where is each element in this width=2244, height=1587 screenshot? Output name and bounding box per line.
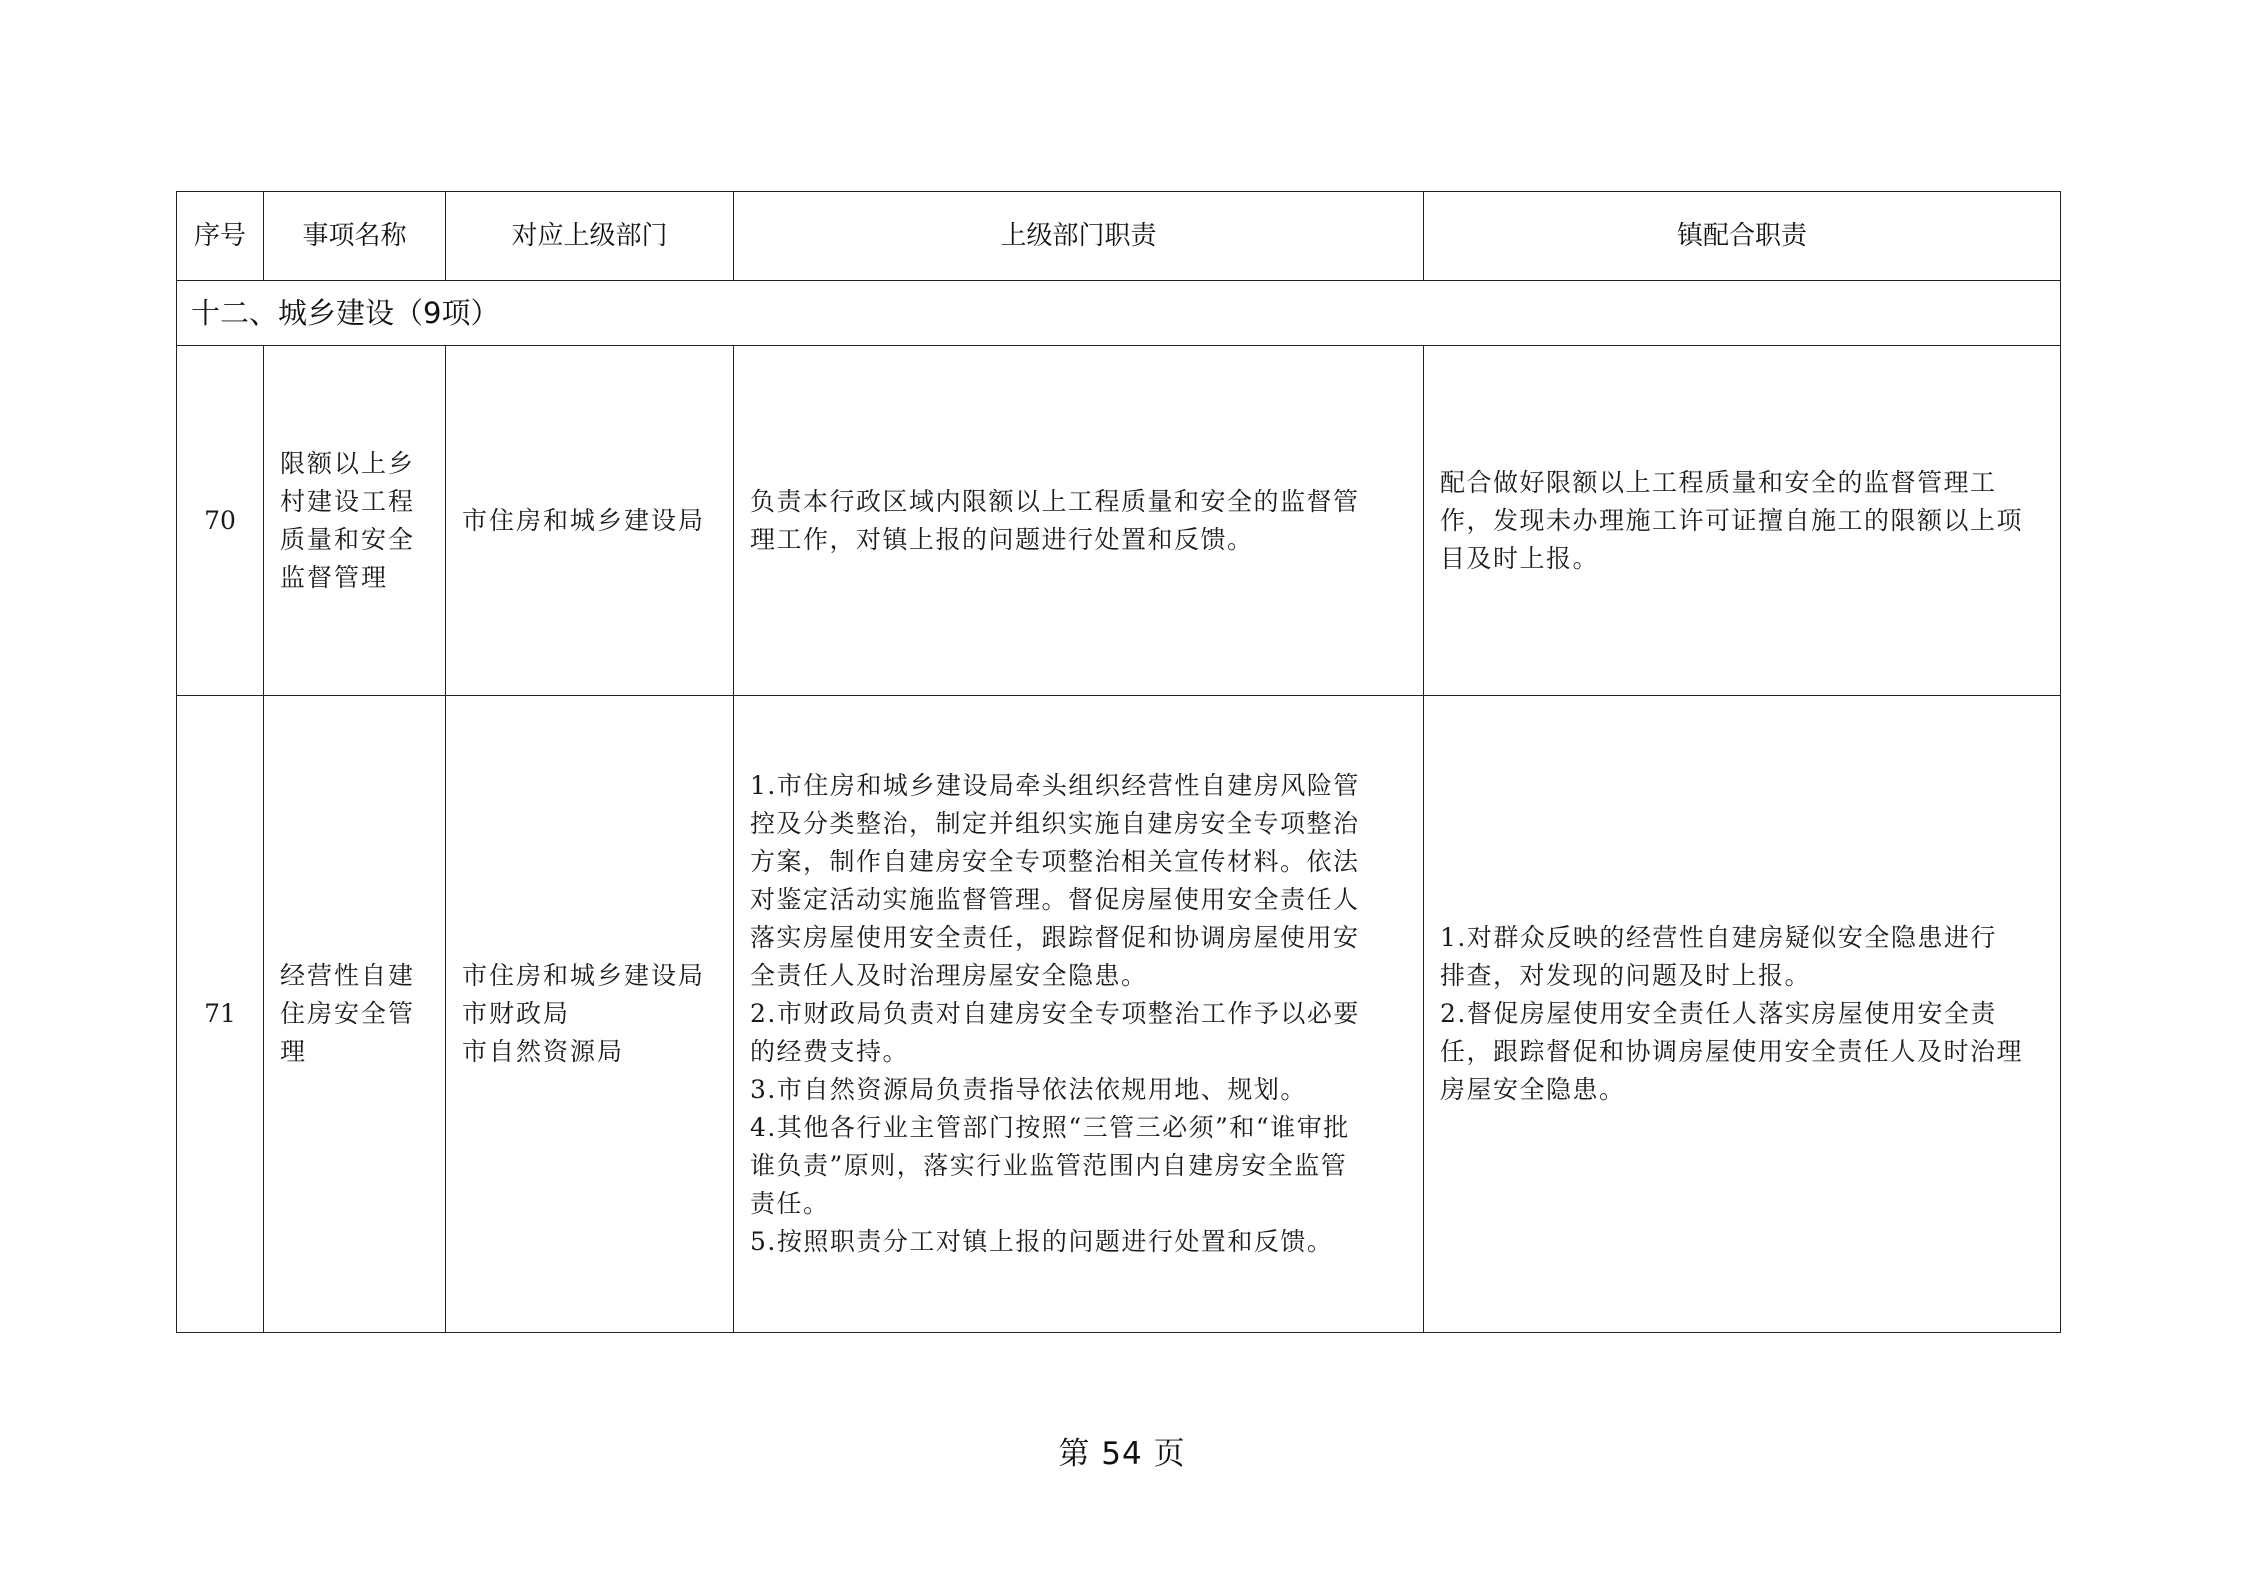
row-seq: 71 xyxy=(177,696,264,1333)
text-line: 配合做好限额以上工程质量和安全的监督管理工 xyxy=(1440,467,1997,497)
text-line: 谁负责”原则，落实行业监管范围内自建房安全监管 xyxy=(750,1151,1348,1180)
header-superior-duty: 上级部门职责 xyxy=(734,192,1424,281)
header-item-name: 事项名称 xyxy=(264,192,446,281)
header-town-duty: 镇配合职责 xyxy=(1424,192,2061,281)
text-line: 经营性自建 xyxy=(280,961,416,990)
duties-table xyxy=(176,191,2061,1333)
row-superior-dept xyxy=(446,346,734,696)
text-line: 限额以上乡 xyxy=(280,448,416,478)
text-line: 对鉴定活动实施监督管理。督促房屋使用安全责任人 xyxy=(750,885,1360,914)
text-line: 责任。 xyxy=(750,1189,830,1218)
page-number: 第 54 页 xyxy=(1058,1436,1186,1472)
text-line: 排查，对发现的问题及时上报。 xyxy=(1440,961,1812,990)
row-town-duty xyxy=(1424,346,2061,696)
text-line: 5.按照职责分工对镇上报的问题进行处置和反馈。 xyxy=(750,1227,1334,1256)
text-line: 的经费支持。 xyxy=(750,1037,910,1066)
text-line: 2.督促房屋使用安全责任人落实房屋使用安全责 xyxy=(1440,999,1997,1028)
text-line: 负责本行政区域内限额以上工程质量和安全的监督管 xyxy=(750,486,1360,516)
text-line: 目及时上报。 xyxy=(1440,543,1600,573)
text-line: 控及分类整治，制定并组织实施自建房安全专项整治 xyxy=(750,809,1360,838)
text-line: 市自然资源局 xyxy=(462,1037,625,1066)
text-line: 市住房和城乡建设局 xyxy=(462,505,706,535)
text-line: 理工作，对镇上报的问题进行处置和反馈。 xyxy=(750,524,1254,554)
row-superior-dept xyxy=(446,696,734,1333)
row-item-name xyxy=(264,346,446,696)
table-row xyxy=(177,696,2061,1333)
row-superior-duty xyxy=(734,696,1424,1333)
text-line: 市财政局 xyxy=(462,999,571,1028)
text-line: 2.市财政局负责对自建房安全专项整治工作予以必要 xyxy=(750,999,1360,1028)
text-line: 全责任人及时治理房屋安全隐患。 xyxy=(750,961,1148,990)
text-line: 1.对群众反映的经营性自建房疑似安全隐患进行 xyxy=(1440,923,1997,952)
text-line: 作，发现未办理施工许可证擅自施工的限额以上项 xyxy=(1440,505,2024,535)
table-header-row xyxy=(177,192,2061,281)
text-line: 任，跟踪督促和协调房屋使用安全责任人及时治理 xyxy=(1440,1037,2024,1066)
text-line: 监督管理 xyxy=(280,562,389,592)
header-seq: 序号 xyxy=(177,192,264,281)
text-line: 住房安全管 xyxy=(280,999,416,1028)
section-row xyxy=(177,281,2061,346)
section-title: 十二、城乡建设（9项） xyxy=(177,281,2061,346)
row-town-duty xyxy=(1424,696,2061,1333)
table-row xyxy=(177,346,2061,696)
text-line: 3.市自然资源局负责指导依法依规用地、规划。 xyxy=(750,1075,1307,1104)
text-line: 落实房屋使用安全责任，跟踪督促和协调房屋使用安 xyxy=(750,923,1360,952)
text-line: 村建设工程 xyxy=(280,486,416,516)
text-line: 质量和安全 xyxy=(280,524,416,554)
header-superior-dept: 对应上级部门 xyxy=(446,192,734,281)
row-seq: 70 xyxy=(177,346,264,696)
row-item-name xyxy=(264,696,446,1333)
text-line: 4.其他各行业主管部门按照“三管三必须”和“谁审批 xyxy=(750,1113,1350,1142)
text-line: 理 xyxy=(280,1037,308,1066)
text-line: 房屋安全隐患。 xyxy=(1440,1075,1626,1104)
text-line: 1.市住房和城乡建设局牵头组织经营性自建房风险管 xyxy=(750,771,1360,800)
text-line: 方案，制作自建房安全专项整治相关宣传材料。依法 xyxy=(750,847,1360,876)
text-line: 市住房和城乡建设局 xyxy=(462,961,706,990)
row-superior-duty xyxy=(734,346,1424,696)
